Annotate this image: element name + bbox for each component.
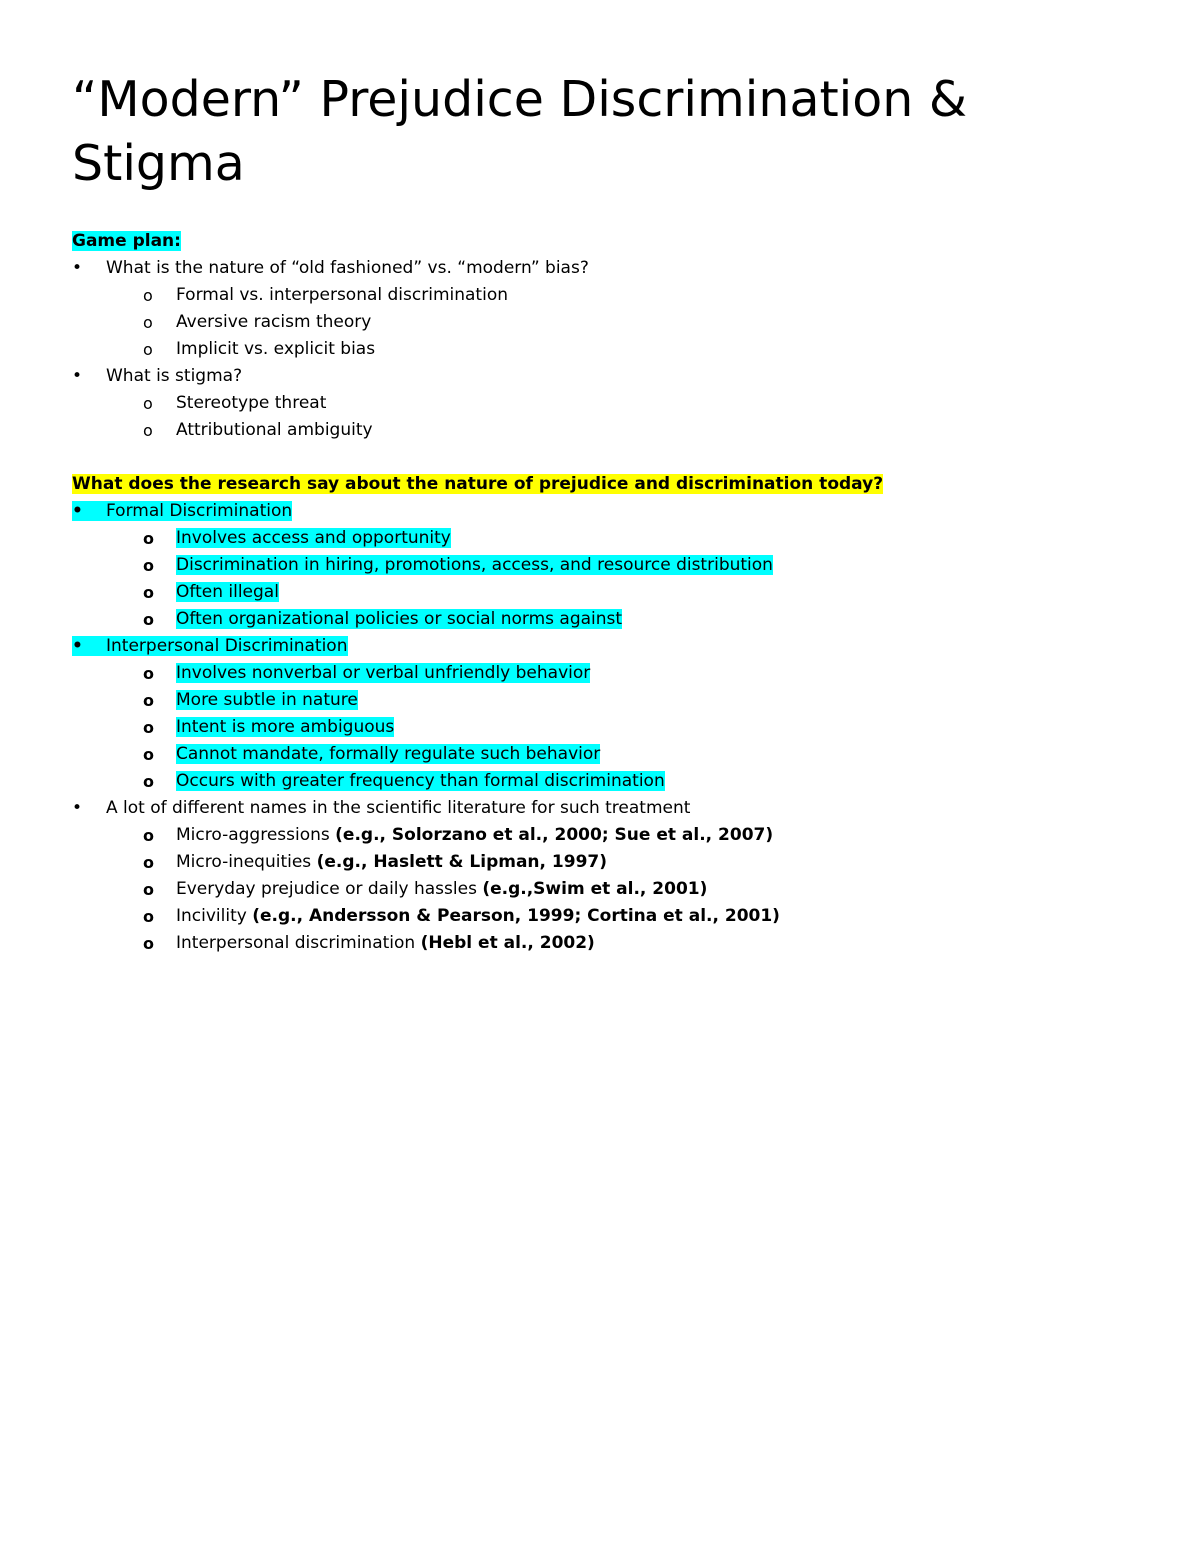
- sub-list-item: Implicit vs. explicit bias: [176, 339, 376, 359]
- bullet-o-icon: o: [143, 934, 154, 953]
- sub-list-item: Aversive racism theory: [176, 312, 372, 332]
- list-item: [72, 255, 1132, 363]
- list-item: [72, 363, 1132, 444]
- sub-list: [72, 660, 1132, 795]
- bullet-o-icon: o: [143, 691, 154, 710]
- bullet-o-icon: o: [143, 340, 153, 359]
- research-heading: [72, 471, 1132, 498]
- list-item-label: Formal Discrimination: [72, 501, 292, 521]
- bullet-o-icon: o: [143, 556, 154, 575]
- bullet-dot-icon: •: [72, 258, 83, 278]
- bullet-o-icon: o: [143, 394, 153, 413]
- sub-list-item: More subtle in nature: [176, 690, 358, 710]
- game-plan-list: [72, 255, 1132, 444]
- bullet-o-icon: o: [143, 745, 154, 764]
- sub-list-item: Intent is more ambiguous: [176, 717, 395, 737]
- bullet-o-icon: o: [143, 313, 153, 332]
- sub-list-item: Occurs with greater frequency than formal discrimination: [176, 771, 665, 791]
- sub-list-item: Involves access and opportunity: [176, 528, 451, 548]
- sub-list-item: Discrimination in hiring, promotions, access, and resource distribution: [176, 555, 773, 575]
- list-item-label: What is stigma?: [106, 366, 243, 386]
- list-item: [72, 633, 1132, 795]
- sub-list-item: Attributional ambiguity: [176, 420, 373, 440]
- bullet-o-icon: o: [143, 907, 154, 926]
- sub-list: [72, 282, 1132, 363]
- list-item: [72, 795, 1132, 957]
- sub-list-item: Involves nonverbal or verbal unfriendly behavior: [176, 663, 591, 683]
- bullet-o-icon: o: [143, 421, 153, 440]
- sub-list: [72, 525, 1132, 633]
- sub-list-item: Stereotype threat: [176, 393, 327, 413]
- bullet-o-icon: o: [143, 664, 154, 683]
- citation-text: (Hebl et al., 2002): [420, 933, 595, 953]
- sub-list-item: Often illegal: [176, 582, 279, 602]
- term-text: Everyday prejudice or daily hassles: [176, 879, 477, 899]
- sub-list-item: Cannot mandate, formally regulate such behavior: [176, 744, 601, 764]
- sub-list-item: Formal vs. interpersonal discrimination: [176, 285, 508, 305]
- research-heading-text: What does the research say about the nature of prejudice and discrimination today?: [72, 474, 884, 494]
- bullet-dot-icon: •: [72, 798, 83, 818]
- term-text: Micro-aggressions: [176, 825, 330, 845]
- term-text: Incivility: [176, 906, 247, 926]
- sub-list-item: Often organizational policies or social norms against: [176, 609, 623, 629]
- list-item-label: A lot of different names in the scientific literature for such treatment: [106, 798, 691, 818]
- citation-text: (e.g.,Swim et al., 2001): [482, 879, 708, 899]
- sub-list: [72, 822, 1132, 957]
- bullet-o-icon: o: [143, 286, 153, 305]
- document-page: [72, 68, 1132, 957]
- sub-list: [72, 390, 1132, 444]
- bullet-o-icon: o: [143, 772, 154, 791]
- citation-text: (e.g., Haslett & Lipman, 1997): [316, 852, 607, 872]
- list-item-label: What is the nature of “old fashioned” vs. “modern” bias?: [106, 258, 589, 278]
- citation-text: (e.g., Andersson & Pearson, 1999; Cortina et al., 2001): [252, 906, 780, 926]
- bullet-dot-icon: •: [72, 366, 83, 386]
- bullet-o-icon: o: [143, 718, 154, 737]
- bullet-o-icon: o: [143, 826, 154, 845]
- game-plan-heading: [72, 228, 1132, 255]
- list-item-label: Interpersonal Discrimination: [72, 636, 348, 656]
- document-title: “Modern” Prejudice Discrimination & Stigma: [72, 71, 968, 192]
- bullet-o-icon: o: [143, 610, 154, 629]
- term-text: Micro-inequities: [176, 852, 312, 872]
- research-list: [72, 498, 1132, 957]
- bullet-dot-icon: •: [72, 501, 83, 521]
- bullet-dot-icon: •: [72, 636, 83, 656]
- citation-text: (e.g., Solorzano et al., 2000; Sue et al., 2007): [335, 825, 774, 845]
- term-text: Interpersonal discrimination: [176, 933, 416, 953]
- game-plan-heading-text: Game plan:: [72, 231, 181, 251]
- bullet-o-icon: o: [143, 529, 154, 548]
- bullet-o-icon: o: [143, 853, 154, 872]
- bullet-o-icon: o: [143, 583, 154, 602]
- bullet-o-icon: o: [143, 880, 154, 899]
- list-item: [72, 498, 1132, 633]
